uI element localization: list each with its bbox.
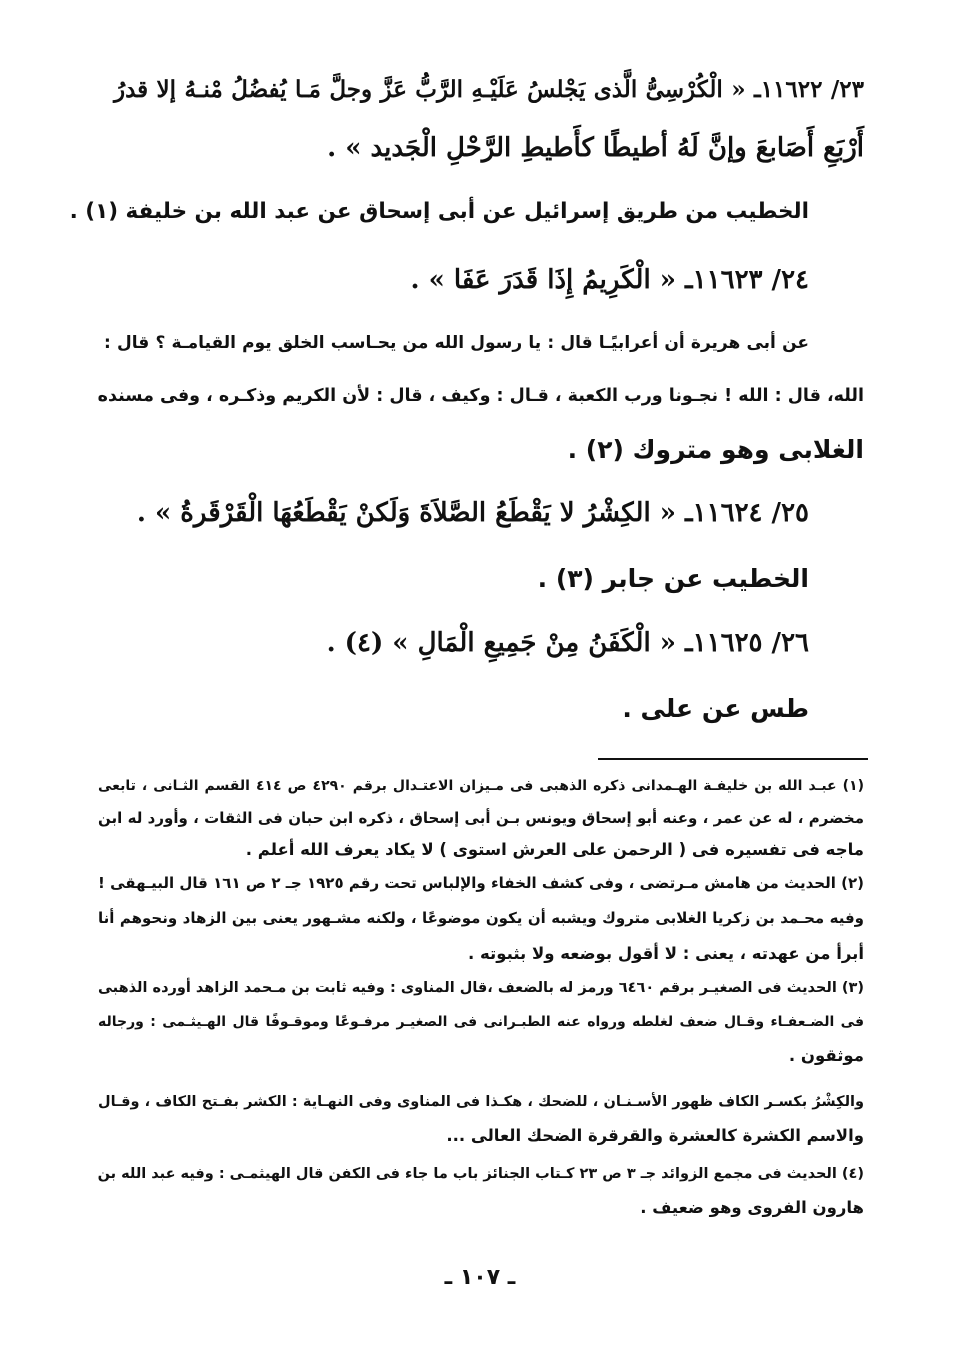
footnote-3-line-2: فى الضـعفـاء وقـال ضعف لغلطه ورواه عنه الطبـرانى فى الصغيـر مرفـوعًا وموقـوفًا قال الهـيثـمى : ورجاله (98, 1014, 864, 1030)
note-kishr-line-1: والكِشْرُ بكسـر الكاف ظهور الأسـنـان ، للضحك ، هكـذا فى المناوى وفى النهـاية : الكشر بفـتح الكاف ، وقـال (98, 1094, 864, 1110)
footnote-4-line-1: (٤) الحديث فى مجمع الزوائد جـ ٣ ص ٢٣ كـتاب الجنائز باب ما جاء فى الكفن قال الهيثمـى : وفيه عبد الله بن (97, 1166, 864, 1182)
hadith-24-source-line-3: الغلابى وهو متروك (٢) . (567, 435, 864, 464)
hadith-25-source: الخطيب عن جابر (٣) . (537, 564, 809, 593)
hadith-26-line-1: ٢٦/ ١١٦٢٥ـ « الْكَفَنُ مِنْ جَمِيعِ الْمَالِ » (٤) . (326, 628, 809, 658)
hadith-23-line-1: ٢٣/ ١١٦٢٢ـ « الْكُرْسِىُّ الَّذى يَجْلسُ عَلَيْـهِ الرَّبُّ عَزَّ وجلَّ مَـا يُفضُلُ مْنـهُ إلا قدرُ (114, 76, 864, 103)
hadith-26-source: طس عن على . (622, 694, 809, 723)
footnote-2-line-1: (٢) الحديث من هامش مـرتضى ، وفى كشف الخفاء والإلباس تحت رقم ١٩٢٥ جـ ٢ ص ١٦١ قال البيـهقى ! (98, 874, 864, 892)
hadith-23-source: الخطيب من طريق إسرائيل عن أبى إسحاق عن عبد الله بن خليفة (١) . (69, 199, 809, 224)
footnote-4-line-2: هارون الفروى وهو ضعيف . (640, 1198, 864, 1217)
page-number: ـ ١٠٧ ـ (444, 1265, 516, 1290)
hadith-25-line-1: ٢٥/ ١١٦٢٤ـ « الكِشْرُ لا يَقْطَعُ الصَّلاَةَ وَلَكنْ يَقْطَعُهَا الْقَرْقَرةُ » . (136, 498, 809, 528)
note-kishr-line-2: والاسم الكشرة كالعشرة والقرقرة الضحك العالى ... (446, 1126, 864, 1145)
footnote-3-line-3: موثقون . (788, 1046, 864, 1065)
hadith-23-line-2: أَرْبَعِ أَصَابعَ وإنَّ لَهُ أطيطًا كأَطيطِ الرَّحْلِ الْجَديد » . (327, 133, 864, 163)
footnote-1-line-3: ماجه فى تفسيره فى ( الرحمن على العرش استوى ) لا يكاد يعرف الله أعلم . (245, 840, 864, 859)
hadith-24-line-1: ٢٤/ ١١٦٢٣ـ « الْكَرِيمُ إِذَا قَدَرَ عَفَا » . (410, 265, 809, 295)
footnote-2-line-3: أبرأ من عهدته ، يعنى : لا أقول بوضعه ولا بثبوته . (468, 944, 864, 963)
footnote-1-line-2: مخضرم ، له عن عمر ، وعنه أبو إسحاق ويونس بـن أبى إسحاق ، ذكره ابن حبان فى الثقات ، وأورد له ابن (98, 809, 864, 827)
footnote-separator (598, 758, 868, 760)
footnote-2-line-2: وفيه محـمد بن زكريا الغلابى متروك ويشبه أن يكون موضوعًا ، ولكنه مشـهور يعنى بين الزهاد ونحوهم أنا (98, 909, 864, 927)
hadith-24-source-line-1: عن أبى هريرة أن أعرابيًـا قال : يا رسول الله من يحـاسب الخلق يوم القيامـة ؟ قال : (104, 333, 809, 353)
footnote-3-line-1: (٣) الحديث فى الصغيـر برقم ٦٤٦٠ ورمز له بالضعف ،قال المناوى : وفيه ثابت بن مـحمد الزاهد أورده الذهبى (98, 980, 864, 996)
footnote-1-line-1: (١) عبـد الله بن خليفـة الهـمدانى ذكره الذهبى فى مـيزان الاعتـدال برقم ٤٢٩٠ ص ٤١٤ القسم الثـانى ، تابعى (98, 778, 864, 794)
hadith-24-source-line-2: الله، قال : الله ! نجـونا ورب الكعبة ، قـال : وكيف ، قال : لأن الكريم وذكـره ، وفى مسنده (97, 386, 864, 406)
